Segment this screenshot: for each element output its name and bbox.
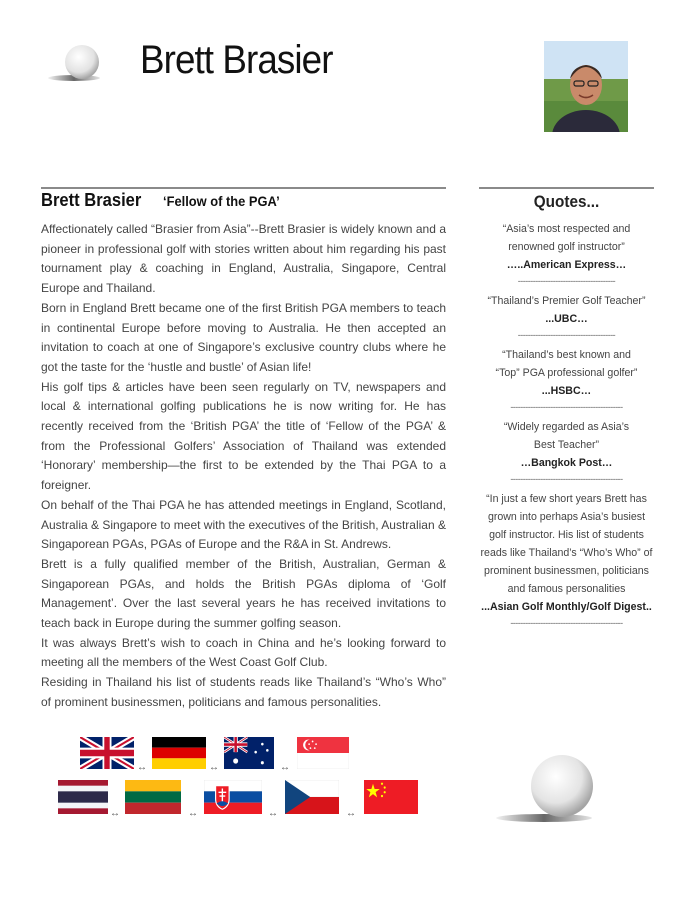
flag-slovakia-icon xyxy=(204,780,262,814)
bio-paragraph: Affectionately called “Brasier from Asia”--Brett Brasier is widely known and a pioneer in professional golf with stories written about him regarding his past tournament play & coaching in England, Australia, Singapore, Central Europe and Thailand. xyxy=(41,222,446,296)
quote-item xyxy=(479,418,654,486)
flag-link-arrow: ↔ xyxy=(137,762,147,773)
flag-czech-republic-icon xyxy=(285,780,339,814)
bio-subtitle: ‘Fellow of the PGA’ xyxy=(162,193,280,209)
quote-separator: --------------------------------------------- xyxy=(510,474,623,484)
bio-name: Brett Brasier xyxy=(41,190,142,210)
flag-link-arrow: ↔ xyxy=(268,808,278,819)
bio-paragraph: Residing in Thailand his list of students reads like Thailand’s “Who’s Who” of prominent businessmen, politicians and famous personalities. xyxy=(41,675,446,709)
golf-ball-icon xyxy=(494,752,600,824)
flag-link-arrow: ↔ xyxy=(346,808,356,819)
bio-divider xyxy=(41,187,446,189)
quote-separator: --------------------------------------------- xyxy=(510,402,623,412)
quote-item xyxy=(479,346,654,414)
quote-text: “Asia’s most respected and renowned golf instructor” xyxy=(502,223,631,253)
quotes-divider xyxy=(479,187,654,189)
flag-thailand-icon xyxy=(58,780,108,814)
quote-source: …Bangkok Post… xyxy=(520,457,613,469)
quote-separator: --------------------------------------- xyxy=(517,330,616,340)
flag-australia-icon xyxy=(224,737,274,769)
quote-item xyxy=(479,490,654,630)
bio-paragraph: Born in England Brett became one of the first British PGA members to teach in continental Europe before moving to Australia. He then accepted an invitation to coach at one of Singapore’s exclusive country clubs where he got the taste for the ‘hustle and bustle’ of Asian life! xyxy=(41,300,446,374)
flag-link-arrow: ↔ xyxy=(188,808,198,819)
flag-lithuania-icon xyxy=(125,780,181,814)
quote-text: “Widely regarded as Asia’s Best Teacher” xyxy=(503,421,630,451)
quote-separator: --------------------------------------- xyxy=(517,276,616,286)
flag-singapore-icon xyxy=(297,737,349,769)
flag-united-kingdom-icon xyxy=(80,737,134,769)
bio-paragraph: It was always Brett’s wish to coach in China and he’s looking forward to meeting all the members of the West Coast Golf Club. xyxy=(41,635,446,670)
quote-text: “In just a few short years Brett has grown into perhaps Asia’s busiest golf instructor. His list of students reads like Thailand’s “Who’s Who” of prominent businessmen, politicians and famous personalities xyxy=(480,493,653,595)
bio-paragraph: His golf tips & articles have been seen regularly on TV, newspapers and local & international golfing publications he is now writing for. He has recently received from the ‘British PGA’ the title of ‘Fellow of the PGA’ & from the Professional Golfers’ Association of Thailand was extended ‘Honorary’ membership—the first to be extended by the Thai PGA to a foreigner. xyxy=(41,379,446,493)
quotes-list xyxy=(479,220,654,630)
quote-source: …..American Express… xyxy=(506,259,627,271)
quote-item xyxy=(479,292,654,342)
bio-paragraph: On behalf of the Thai PGA he has attended meetings in England, Scotland, Australia & Singapore to meet with the executives of the British, Australian & Singaporean PGAs, PGAs of Europe and the R&A in St. Andrews. xyxy=(41,497,446,552)
portrait-photo xyxy=(544,41,628,132)
quote-separator: --------------------------------------------- xyxy=(510,618,623,628)
quote-item xyxy=(479,220,654,288)
bio-heading xyxy=(41,190,461,211)
quote-source: ...Asian Golf Monthly/Golf Digest.. xyxy=(481,601,652,613)
bio-paragraph: Brett is a fully qualified member of the British, Australian, German & Singaporean PGAs, and holds the British PGAs diploma of ‘Golf Management’. Over the last several years he has received invitations to teach back in Europe during the summer golfing season. xyxy=(41,556,446,631)
quote-text: “Thailand’s Premier Golf Teacher” xyxy=(487,295,646,307)
flag-link-arrow: ↔ xyxy=(209,762,219,773)
quote-text: “Thailand’s best known and “Top” PGA professional golfer” xyxy=(495,349,638,379)
quote-source: ...UBC… xyxy=(545,313,588,325)
flag-china-icon xyxy=(364,780,418,814)
golf-ball-icon xyxy=(46,44,102,84)
flag-link-arrow: ↔ xyxy=(280,762,290,773)
flag-germany-icon xyxy=(152,737,206,769)
quotes-title: Quotes... xyxy=(533,192,600,211)
page-title: Brett Brasier xyxy=(140,38,333,82)
flag-link-arrow: ↔ xyxy=(110,808,120,819)
bio-body xyxy=(41,220,446,713)
quote-source: ...HSBC… xyxy=(541,385,592,397)
